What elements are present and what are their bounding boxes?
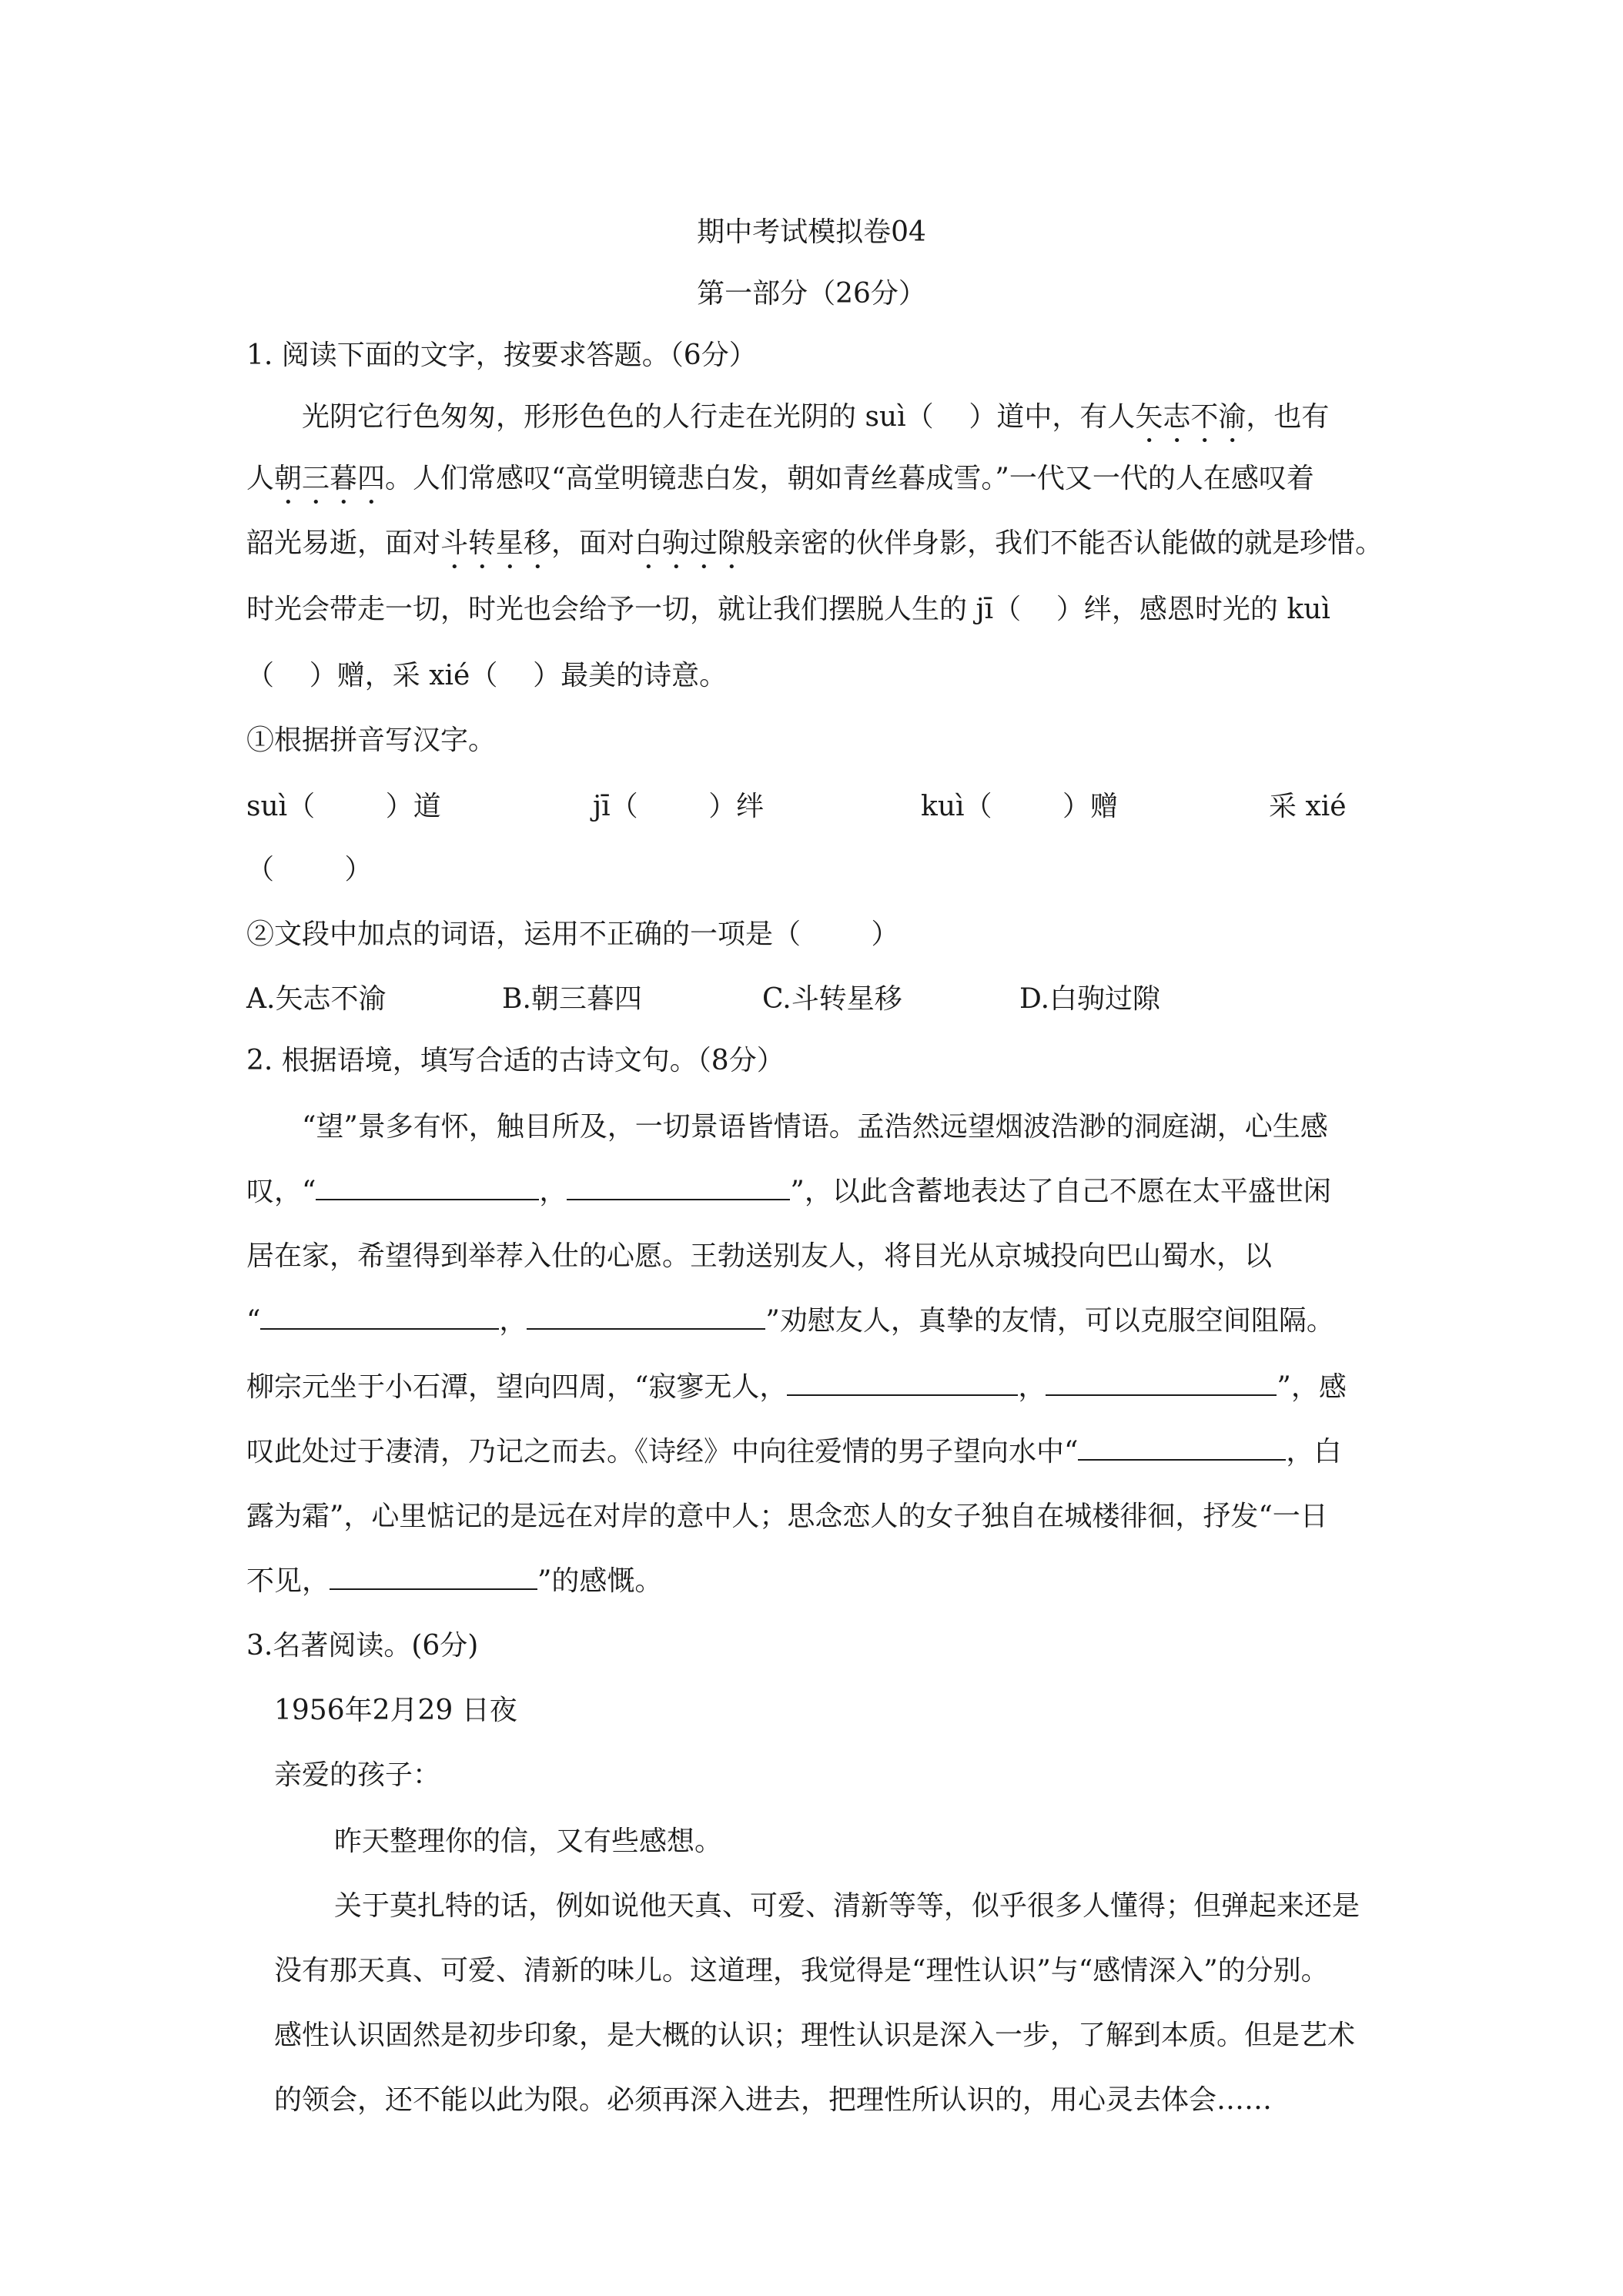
text-run: ，	[499, 1305, 527, 1337]
exam-title: 期中考试模拟卷04	[697, 216, 926, 248]
answer-blank[interactable]	[316, 1176, 539, 1200]
text-run: ，白	[1286, 1436, 1342, 1468]
q2-line-2	[246, 1175, 1331, 1209]
text-run: 人	[246, 463, 275, 494]
q2-line-8	[246, 1565, 662, 1598]
answer-blank[interactable]	[1078, 1436, 1286, 1461]
answer-blank[interactable]	[567, 1176, 790, 1200]
text-run: 叹此处过于凄清，乃记之而去。《诗经》中向往爱情的男子望向水中“	[246, 1436, 1079, 1468]
text-run: 不见，	[246, 1565, 330, 1597]
text-run: “	[246, 1305, 261, 1337]
fill-xié-blank: （ ）	[246, 854, 373, 885]
letter-greeting: 亲爱的孩子：	[274, 1759, 441, 1791]
text-run: ，也有	[1246, 401, 1330, 433]
q1-passage-line-3	[246, 527, 1383, 575]
option-a: A.矢志不渝	[246, 983, 387, 1015]
text-run: ”劝慰友人，真挚的友情，可以克服空间阻隔。	[765, 1305, 1334, 1337]
text-run: 般亲密的伙伴身影，我们不能否认能做的就是珍惜。	[745, 527, 1384, 559]
q1-passage-line-2	[246, 462, 1314, 510]
letter-paragraph-2-line-1: 关于莫扎特的话，例如说他天真、可爱、清新等等，似乎很多人懂得；但弹起来还是	[334, 1890, 1360, 1922]
q1-subquestion-2: ②文段中加点的词语，运用不正确的一项是（ ）	[246, 919, 899, 950]
question-1-stem: 1. 阅读下面的文字，按要求答题。（6分）	[246, 340, 757, 371]
answer-blank[interactable]	[1046, 1371, 1277, 1396]
letter-paragraph-2-line-3: 感性认识固然是初步印象，是大概的认识；理性认识是深入一步，了解到本质。但是艺术	[274, 2020, 1356, 2051]
q2-line-1: “望”景多有怀，触目所及，一切景语皆情语。孟浩然远望烟波浩渺的洞庭湖，心生感	[302, 1111, 1328, 1143]
section-heading: 第一部分（26分）	[697, 278, 926, 310]
answer-blank[interactable]	[787, 1371, 1018, 1396]
text-run: 光阴它行色匆匆，形形色色的人行走在光阴的 suì（ ）道中，有人	[302, 401, 1136, 433]
fill-xié: 采 xié	[1269, 791, 1347, 822]
letter-paragraph-1: 昨天整理你的信，又有些感想。	[334, 1826, 723, 1857]
text-run: 。人们常感叹“高堂明镜悲白发，朝如青丝暮成雪。”一代又一代的人在感叹着	[385, 463, 1314, 494]
question-3-stem: 3.名著阅读。(6分)	[246, 1630, 479, 1662]
fill-jī: jī（ ）绊	[593, 791, 765, 822]
text-run: ，	[539, 1176, 567, 1207]
letter-paragraph-2-line-2: 没有那天真、可爱、清新的味儿。这道理，我觉得是“理性认识”与“感情深入”的分别。	[274, 1955, 1329, 1986]
q2-line-3: 居在家，希望得到举荐入仕的心愿。王勃送别友人，将目光从京城投向巴山蜀水，以	[246, 1240, 1273, 1272]
q1-passage-line-4: 时光会带走一切，时光也会给予一切，就让我们摆脱人生的 jī（ ）绊，感恩时光的 kuì	[246, 594, 1330, 625]
option-c: C.斗转星移	[762, 983, 902, 1015]
text-run: ”的感慨。	[537, 1565, 663, 1597]
q2-line-7: 露为霜”，心里惦记的是远在对岸的意中人；思念恋人的女子独自在城楼徘徊，抒发“一日	[246, 1501, 1328, 1532]
question-2-stem: 2. 根据语境，填写合适的古诗文句。（8分）	[246, 1045, 785, 1076]
answer-blank[interactable]	[527, 1305, 765, 1330]
fill-kuì: kuì（ ）赠	[921, 791, 1119, 822]
text-run: 柳宗元坐于小石潭，望向四周，“寂寥无人，	[246, 1371, 788, 1403]
text-run: ”，感	[1277, 1371, 1347, 1403]
answer-blank[interactable]	[260, 1305, 499, 1330]
answer-blank[interactable]	[330, 1565, 537, 1590]
text-run: ，面对	[551, 527, 635, 559]
letter-paragraph-2-line-4: 的领会，还不能以此为限。必须再深入进去，把理性所认识的，用心灵去体会……	[274, 2084, 1273, 2116]
q2-line-6	[246, 1435, 1341, 1469]
q1-subquestion-1: ①根据拼音写汉字。	[246, 725, 497, 756]
letter-date: 1956年2月29 日夜	[274, 1695, 517, 1726]
fill-suì: suì（ ）道	[246, 791, 441, 822]
dotted-word-1: 矢志不渝	[1135, 401, 1247, 433]
dotted-word-2: 朝三暮四	[274, 463, 386, 494]
option-d: D.白驹过隙	[1019, 983, 1161, 1015]
q1-passage-line-1	[302, 400, 1329, 449]
dotted-word-3: 斗转星移	[440, 527, 552, 559]
q2-line-4	[246, 1304, 1334, 1338]
text-run: ，	[1018, 1371, 1046, 1403]
q1-passage-line-5: （ ）赠，采 xié（ ）最美的诗意。	[246, 660, 728, 691]
text-run: ”，以此含蓄地表达了自己不愿在太平盛世闲	[790, 1176, 1331, 1207]
text-run: 韶光易逝，面对	[246, 527, 441, 559]
option-b: B.朝三暮四	[502, 983, 642, 1015]
q2-line-5	[246, 1371, 1347, 1404]
text-run: 叹，“	[246, 1176, 316, 1207]
dotted-word-4: 白驹过隙	[634, 527, 746, 559]
